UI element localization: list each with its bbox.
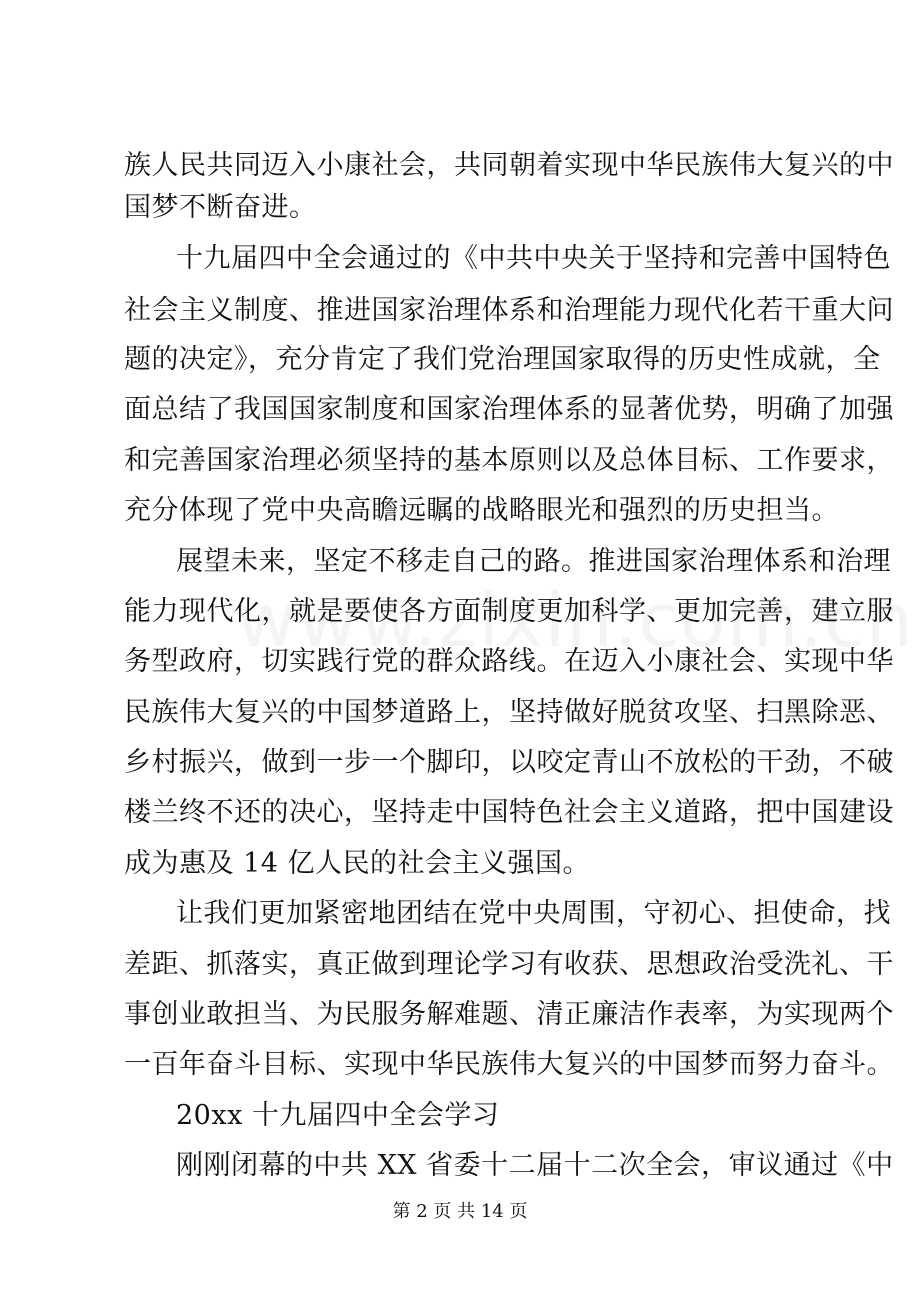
paragraph-first-line: 十九届四中全会通过的《中共中央关于坚持和完善中国特色 xyxy=(176,243,891,274)
text-line: 题的决定》，充分肯定了我们党治理国家取得的历史性成就，全 xyxy=(124,344,881,375)
text-line: 一百年奋斗目标、实现中华民族伟大复兴的中国梦而努力奋斗。 xyxy=(124,1049,894,1080)
section-heading: 20xx 十九届四中全会学习 xyxy=(176,1100,500,1131)
text-line: 成为惠及 14 亿人民的社会主义强国。 xyxy=(124,848,591,879)
text-line: 乡村振兴，做到一步一个脚印，以咬定青山不放松的干劲，不破 xyxy=(124,747,894,778)
text-line: 国梦不断奋进。 xyxy=(124,192,317,223)
text-line: 和完善国家治理必须坚持的基本原则以及总体目标、工作要求， xyxy=(124,445,894,476)
text-line: 民族伟大复兴的中国梦道路上，坚持做好脱贫攻坚、扫黑除恶、 xyxy=(124,697,894,728)
text-line: 务型政府，切实践行党的群众路线。在迈入小康社会、实现中华 xyxy=(124,646,894,677)
paragraph-first-line: 刚刚闭幕的中共 XX 省委十二届十二次全会，审议通过《中 xyxy=(176,1150,894,1181)
text-line: 面总结了我国国家制度和国家治理体系的显著优势，明确了加强 xyxy=(124,394,894,425)
text-line: 事创业敢担当、为民服务解难题、清正廉洁作表率，为实现两个 xyxy=(124,999,894,1030)
text-line: 能力现代化，就是要使各方面制度更加科学、更加完善，建立服 xyxy=(124,596,894,627)
paragraph-first-line: 展望未来，坚定不移走自己的路。推进国家治理体系和治理 xyxy=(176,546,891,577)
text-line: 族人民共同迈入小康社会，共同朝着实现中华民族伟大复兴的中 xyxy=(124,150,894,181)
text-line: 充分体现了党中央高瞻远瞩的战略眼光和强烈的历史担当。 xyxy=(124,495,839,526)
text-line: 差距、抓落实，真正做到理论学习有收获、思想政治受洗礼、干 xyxy=(124,949,894,980)
page-footer: 第 2 页 共 14 页 xyxy=(392,1201,528,1222)
paragraph-first-line: 让我们更加紧密地团结在党中央周围，守初心、担使命，找 xyxy=(176,898,891,929)
text-line: 楼兰终不还的决心，坚持走中国特色社会主义道路，把中国建设 xyxy=(124,797,894,828)
text-line: 社会主义制度、推进国家治理体系和治理能力现代化若干重大问 xyxy=(124,295,894,326)
